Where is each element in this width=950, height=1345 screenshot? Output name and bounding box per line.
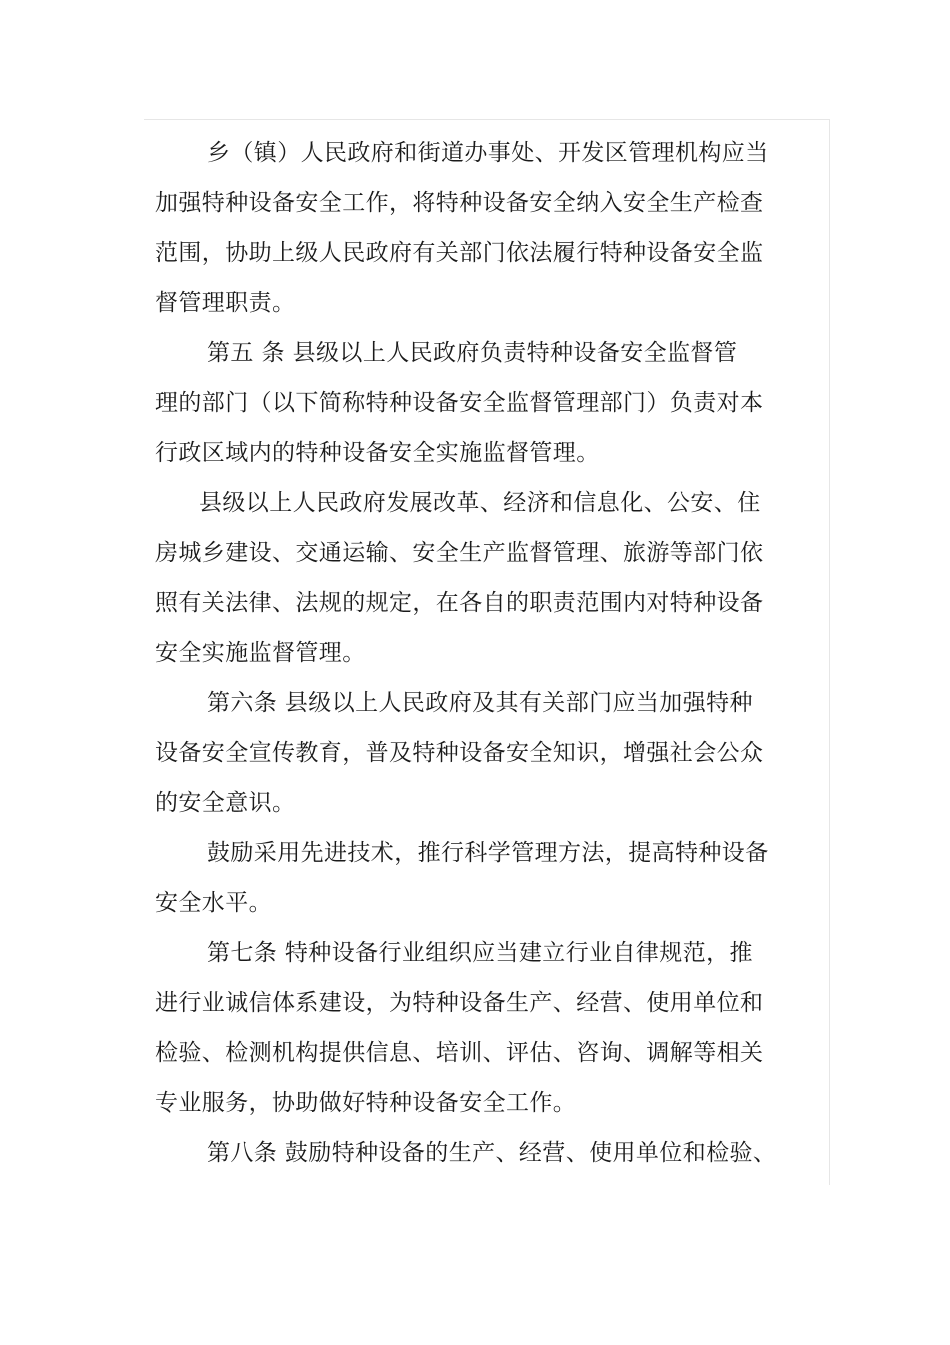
text-line: 乡（镇）人民政府和街道办事处、开发区管理机构应当 — [207, 140, 769, 166]
text-line: 加强特种设备安全工作，将特种设备安全纳入安全生产检查 — [155, 190, 764, 216]
article-6-heading-line: 第六条 县级以上人民政府及其有关部门应当加强特种 — [207, 690, 753, 716]
text-line: 检验、检测机构提供信息、培训、评估、咨询、调解等相关 — [155, 1040, 764, 1066]
article-5-heading-line: 第五 条 县级以上人民政府负责特种设备安全监督管 — [207, 340, 738, 366]
text-line: 鼓励采用先进技术，推行科学管理方法，提高特种设备 — [207, 840, 769, 866]
text-line: 县级以上人民政府发展改革、经济和信息化、公安、住 — [199, 490, 761, 516]
text-line: 设备安全宣传教育，普及特种设备安全知识，增强社会公众 — [155, 740, 764, 766]
text-line: 安全水平。 — [155, 890, 272, 916]
text-line: 房城乡建设、交通运输、安全生产监督管理、旅游等部门依 — [155, 540, 764, 566]
article-8-heading-line: 第八条 鼓励特种设备的生产、经营、使用单位和检验、 — [207, 1140, 777, 1166]
text-line: 督管理职责。 — [155, 290, 296, 316]
text-line: 的安全意识。 — [155, 790, 296, 816]
text-line: 范围，协助上级人民政府有关部门依法履行特种设备安全监 — [155, 240, 764, 266]
text-line: 行政区域内的特种设备安全实施监督管理。 — [155, 440, 600, 466]
article-7-heading-line: 第七条 特种设备行业组织应当建立行业自律规范，推 — [207, 940, 753, 966]
text-line: 进行业诚信体系建设，为特种设备生产、经营、使用单位和 — [155, 990, 764, 1016]
text-line: 安全实施监督管理。 — [155, 640, 366, 666]
text-line: 照有关法律、法规的规定，在各自的职责范围内对特种设备 — [155, 590, 764, 616]
text-line: 专业服务，协助做好特种设备安全工作。 — [155, 1090, 577, 1116]
text-line: 理的部门（以下简称特种设备安全监督管理部门）负责对本 — [155, 390, 764, 416]
